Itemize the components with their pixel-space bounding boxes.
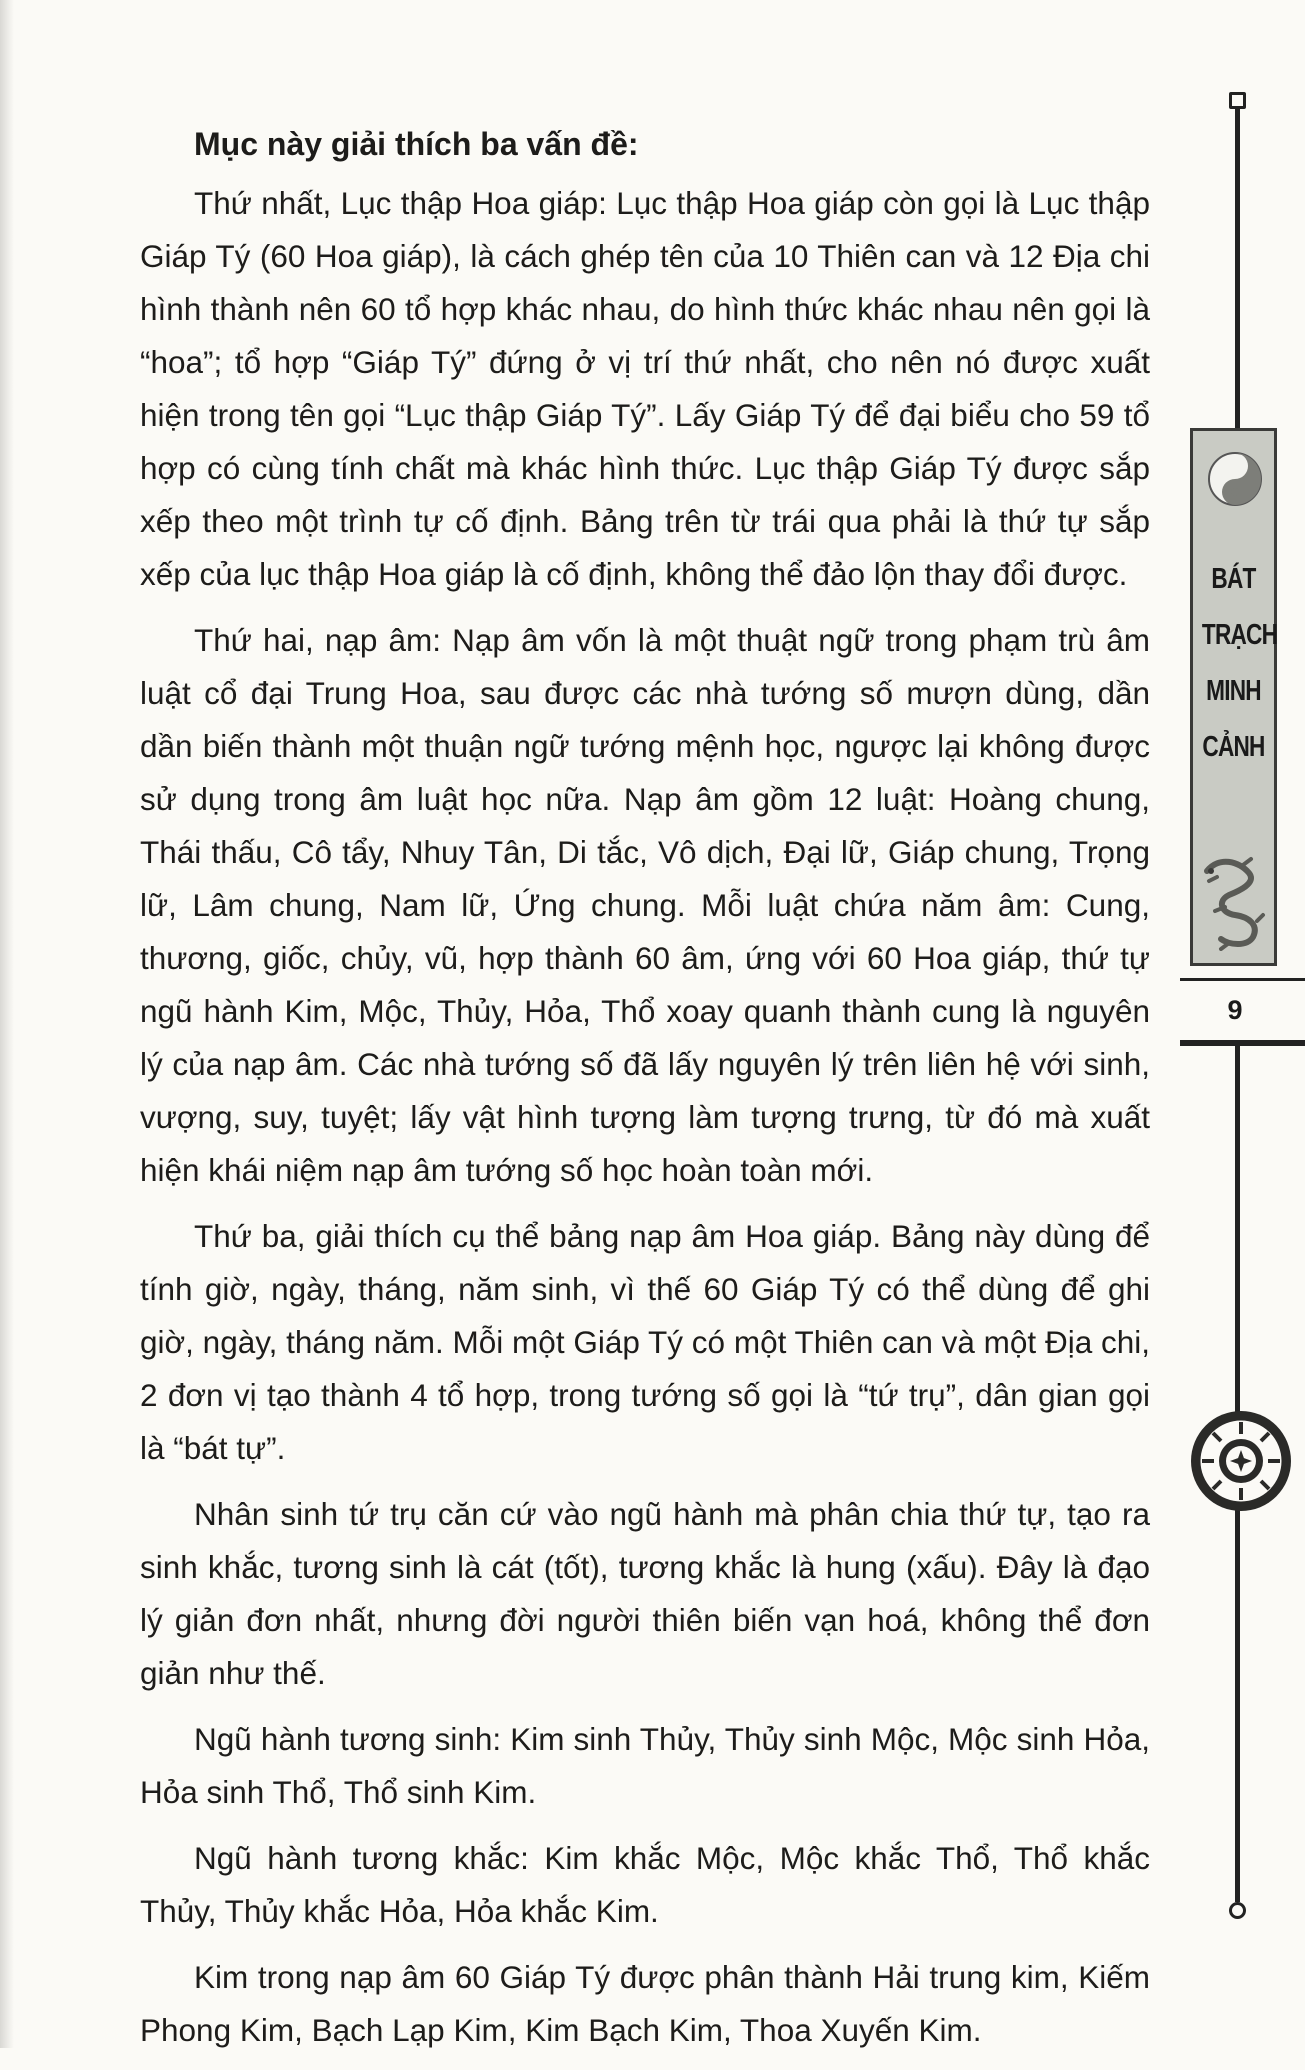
upper-vertical-line [1235,106,1240,428]
page-edge-shadow [0,0,14,2048]
page-number-top-rule [1180,978,1305,981]
spine-title-line-3: MINH [1206,675,1261,707]
spine-title-line-2: TRẠCH [1201,619,1278,651]
page-number: 9 [1227,995,1243,1025]
paragraph-2: Thứ hai, nạp âm: Nạp âm vốn là một thuật ngữ trong phạm trù âm luật cổ đại Trung Hoa, sau được các nhà tướng số mượn dùng, dần dần biến thành một thuận ngữ tướng mệnh học, ngược lại không được sử dụng trong âm luật học nữa. Nạp âm gồm 12 luật: Hoàng chung, Thái thấu, Cô tẩy, Nhuy Tân, Di tắc, Vô dịch, Đại lữ, Giáp chung, Trọng lữ, Lâm chung, Nam lữ, Ứng chung. Mỗi luật chứa năm âm: Cung, thương, giốc, chủy, vũ, hợp thành 60 âm, ứng với 60 Hoa giáp, thứ tự ngũ hành Kim, Mộc, Thủy, Hỏa, Thổ xoay quanh thành cung là nguyên lý của nạp âm. Các nhà tướng số đã lấy nguyên lý trên liên hệ với sinh, vượng, suy, tuyệt; lấy vật hình tượng làm tượng trưng, từ đó mà xuất hiện khái niệm nạp âm tướng số học hoàn toàn mới. [140,622,1150,1188]
body-text [140,118,1150,2070]
spine-title [1201,551,1278,775]
paragraph-5: Ngũ hành tương sinh: Kim sinh Thủy, Thủy sinh Mộc, Mộc sinh Hỏa, Hỏa sinh Thổ, Thổ sinh Kim. [140,1721,1150,1810]
yin-yang-icon [1207,451,1263,507]
paragraph-6: Ngũ hành tương khắc: Kim khắc Mộc, Mộc khắc Thổ, Thổ khắc Thủy, Thủy khắc Hỏa, Hỏa khắc Kim. [140,1840,1150,1929]
paragraph-3: Thứ ba, giải thích cụ thể bảng nạp âm Hoa giáp. Bảng này dùng để tính giờ, ngày, tháng, năm sinh, vì thế 60 Giáp Tý có thể dùng để ghi giờ, ngày, tháng năm. Mỗi một Giáp Tý có một Thiên can và một Địa chi, 2 đơn vị tạo thành 4 tổ hợp, trong tướng số gọi là “tứ trụ”, dân gian gọi là “bát tự”. [140,1218,1150,1466]
page-number-bottom-rule [1180,1040,1305,1046]
bagua-medallion-icon [1188,1408,1294,1514]
book-spine-label [1190,428,1277,966]
bottom-terminal-dot [1229,1902,1246,1919]
spine-title-line-4: CẢNH [1202,731,1265,763]
paragraph-1: Thứ nhất, Lục thập Hoa giáp: Lục thập Hoa giáp còn gọi là Lục thập Giáp Tý (60 Hoa giáp), là cách ghép tên của 10 Thiên can và 12 Địa chi hình thành nên 60 tổ hợp khác nhau, do hình thức khác nhau nên gọi là “hoa”; tổ hợp “Giáp Tý” đứng ở vị trí thứ nhất, cho nên nó được xuất hiện trong tên gọi “Lục thập Giáp Tý”. Lấy Giáp Tý để đại biểu cho 59 tổ hợp có cùng tính chất mà khác hình thức. Lục thập Giáp Tý được sắp xếp theo một trình tự cố định. Bảng trên từ trái qua phải là thứ tự sắp xếp của lục thập Hoa giáp là cố định, không thể đảo lộn thay đổi được. [140,185,1150,592]
paragraph-7: Kim trong nạp âm 60 Giáp Tý được phân thành Hải trung kim, Kiếm Phong Kim, Bạch Lạp Kim, Kim Bạch Kim, Thoa Xuyến Kim. [140,1959,1150,2048]
dragon-icon [1199,851,1269,951]
section-heading: Mục này giải thích ba vấn đề: [194,126,639,162]
paragraph-4: Nhân sinh tứ trụ căn cứ vào ngũ hành mà phân chia thứ tự, tạo ra sinh khắc, tương sinh là cát (tốt), tương khắc là hung (xấu). Đây là đạo lý giản đơn nhất, nhưng đời người thiên biến vạn hoá, không thể đơn giản như thế. [140,1496,1150,1691]
spine-title-line-1: BÁT [1211,563,1256,595]
